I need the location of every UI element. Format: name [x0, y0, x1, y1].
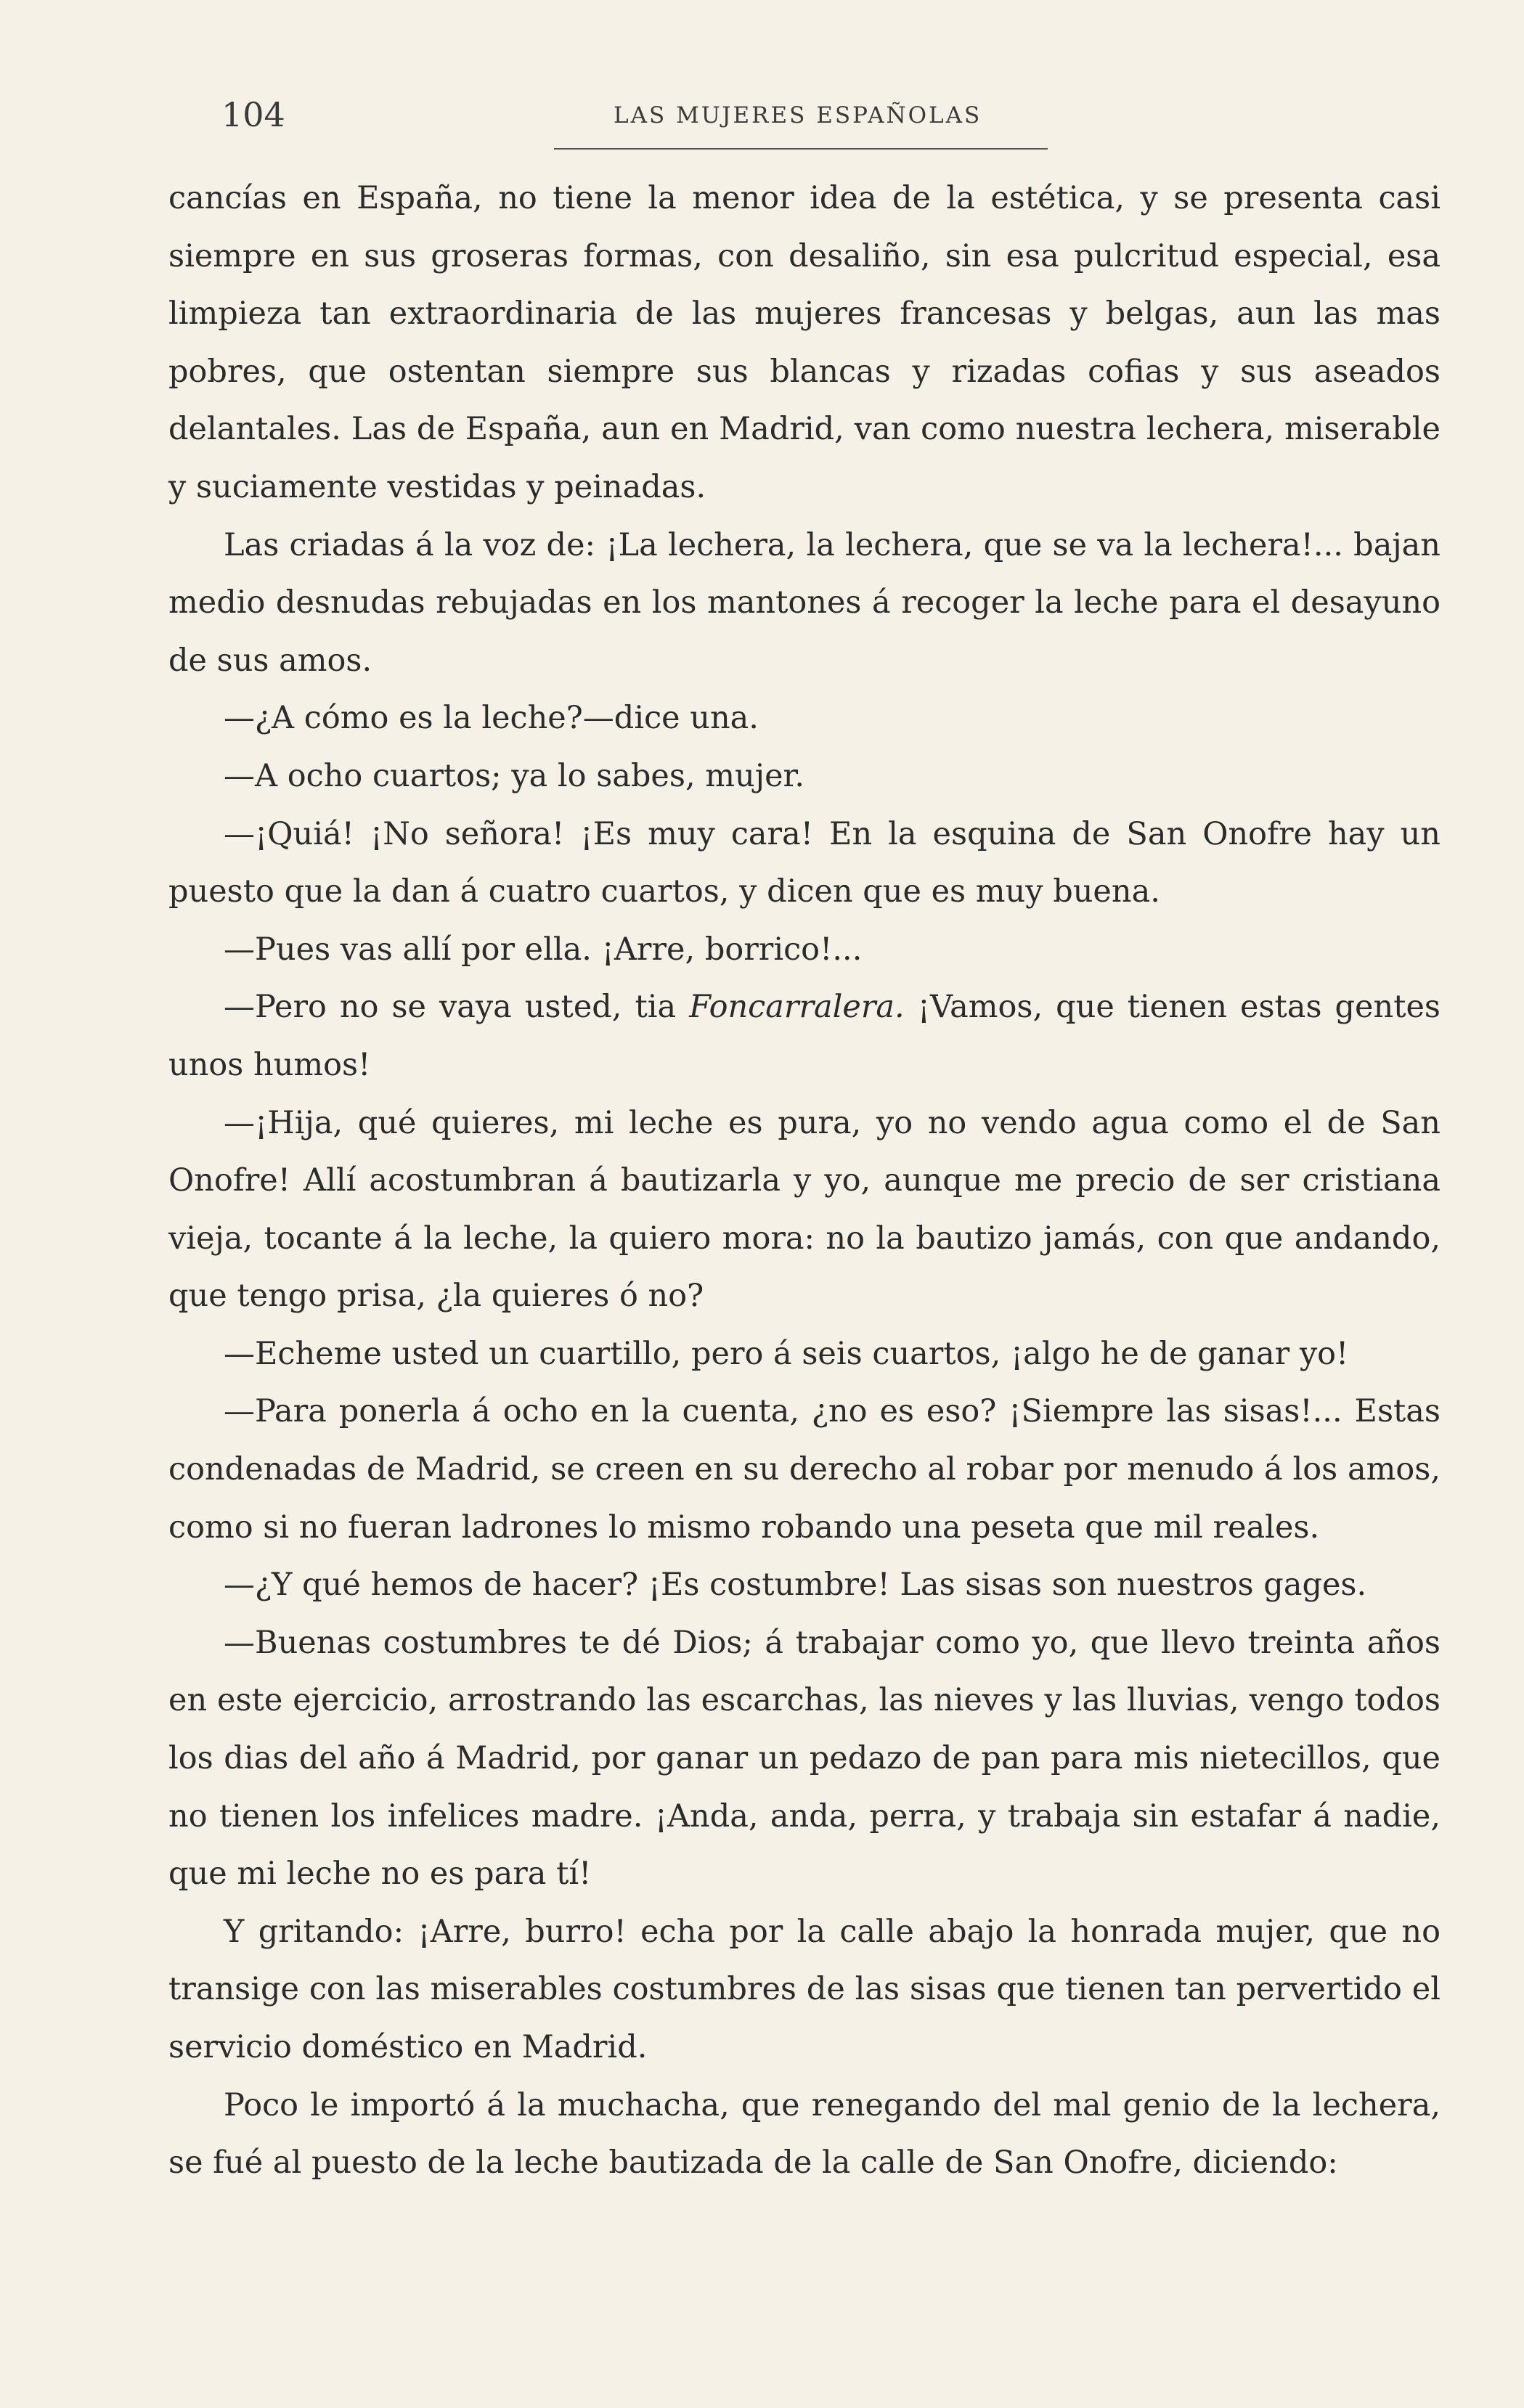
paragraph-13: Y gritando: ¡Arre, burro! echa por la calle abajo la honrada mujer, que no transige con las miserables costumbres de las sisas que tienen tan pervertido el servicio doméstico en Madrid.: [168, 1913, 1441, 2065]
paragraph-6: —Pues vas allí por ella. ¡Arre, borrico!...: [224, 931, 863, 968]
paragraph-2: Las criadas á la voz de: ¡La lechera, la lechera, que se va la lechera!... bajan medio desnudas rebujadas en los mantones á recoger la leche para el desayuno de sus amos.: [168, 526, 1441, 679]
paragraph-7-before: —Pero no se vaya usted, tia: [224, 989, 690, 1026]
paragraph-10: —Para ponerla á ocho en la cuenta, ¿no es eso? ¡Siempre las sisas!... Estas condenadas de Madrid, se creen en su derecho al robar por menudo á los amos, como si no fueran ladrones lo mismo robando una peseta que mil reales.: [168, 1393, 1441, 1546]
paragraph-1: cancías en España, no tiene la menor idea de la estética, y se presenta casi siempre en sus groseras formas, con desaliño, sin esa pulcritud especial, esa limpieza tan extraordinaria de las mujeres francesas y belgas, aun las mas pobres, que ostentan siempre sus blancas y rizadas cofias y sus aseados delantales. Las de España, aun en Madrid, van como nuestra lechera, miserable y suciamente vestidas y peinadas.: [168, 180, 1441, 505]
paragraph-12: —Buenas costumbres te dé Dios; á trabajar como yo, que llevo treinta años en este ejercicio, arrostrando las escarchas, las nieves y las lluvias, vengo todos los dias del año á Madrid, por ganar un pedazo de pan para mis nietecillos, que no tienen los infelices madre. ¡Anda, anda, perra, y trabaja sin estafar á nadie, que mi leche no es para tí!: [168, 1624, 1441, 1893]
page-number: 104: [221, 95, 285, 134]
paragraph-8: —¡Hija, qué quieres, mi leche es pura, yo no vendo agua como el de San Onofre! Allí acostumbran á bautizarla y yo, aunque me precio de ser cristiana vieja, tocante á la leche, la quiero mora: no la bautizo jamás, con que andando, que tengo prisa, ¿la quieres ó no?: [168, 1104, 1441, 1315]
paragraph-7: [168, 979, 1441, 1094]
paragraph-9: —Echeme usted un cuartillo, pero á seis cuartos, ¡algo he de ganar yo!: [224, 1335, 1349, 1372]
header-rule: [554, 148, 1048, 150]
paragraph-4: —A ocho cuartos; ya lo sabes, mujer.: [224, 757, 805, 794]
body-text: [168, 170, 1441, 2192]
paragraph-11: —¿Y qué hemos de hacer? ¡Es costumbre! Las sisas son nuestros gages.: [224, 1567, 1367, 1604]
running-title: LAS MUJERES ESPAÑOLAS: [614, 102, 982, 128]
page-header: [221, 93, 1456, 144]
paragraph-14: Poco le importó á la muchacha, que renegando del mal genio de la lechera, se fué al puesto de la leche bautizada de la calle de San Onofre, diciendo:: [168, 2086, 1441, 2182]
paragraph-7-italic: Foncarralera.: [689, 989, 905, 1026]
paragraph-7-after: ¡Vamos, que tienen estas gentes unos humos!: [168, 989, 1441, 1083]
paragraph-3: —¿A cómo es la leche?—dice una.: [224, 700, 759, 737]
paragraph-5: —¡Quiá! ¡No señora! ¡Es muy cara! En la esquina de San Onofre hay un puesto que la dan á cuatro cuartos, y dicen que es muy buena.: [168, 815, 1441, 910]
